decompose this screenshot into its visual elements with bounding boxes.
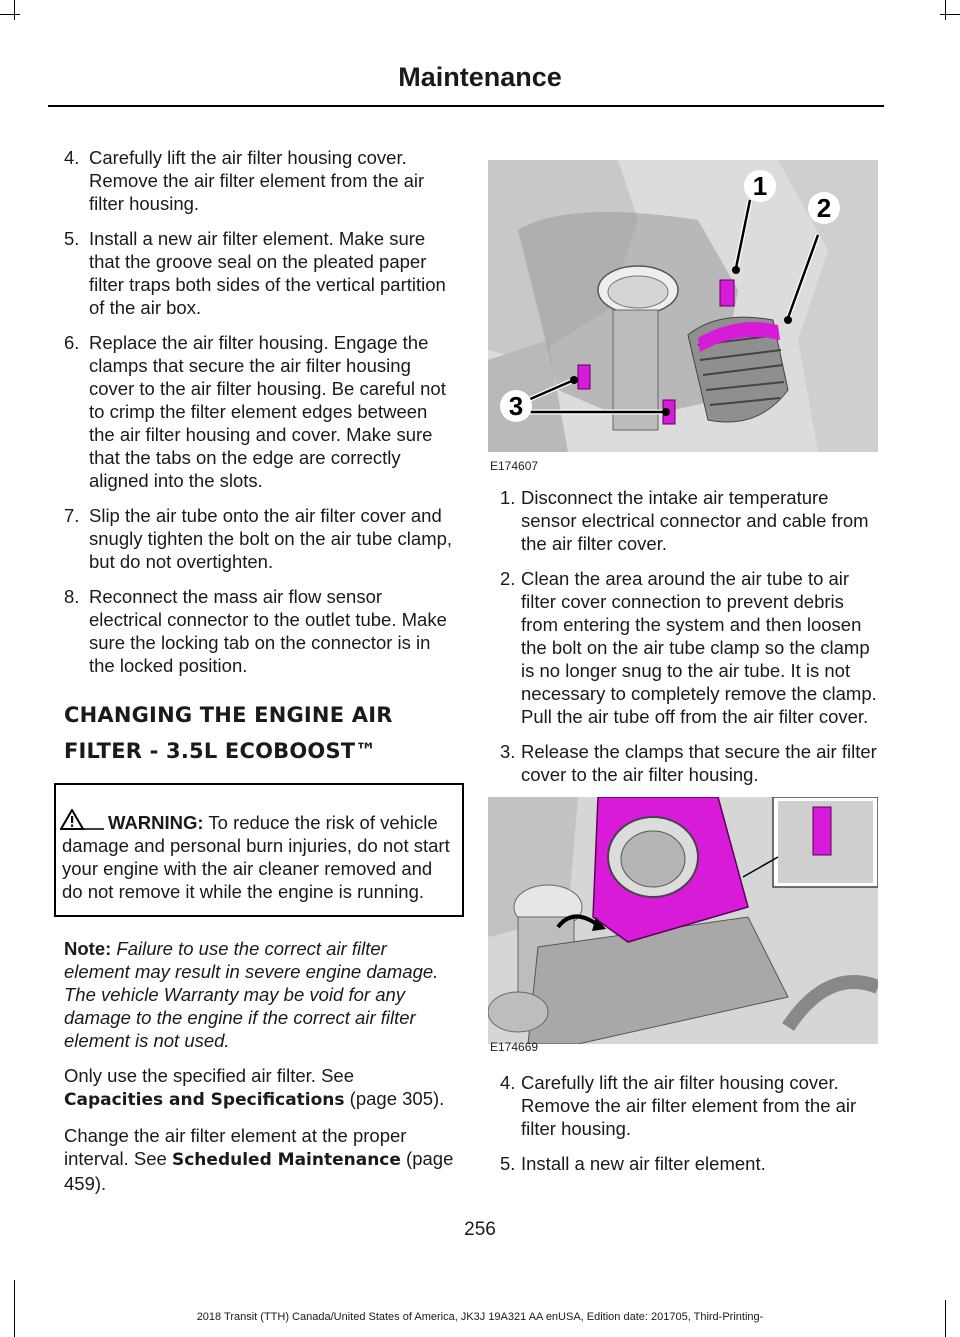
- warning-box: [54, 783, 464, 917]
- air-filter-cover-figure: [488, 797, 878, 1044]
- list-item: [500, 1152, 882, 1175]
- step-text: Replace the air filter housing. Engage the clamps that secure the air filter housing cover to the air filter housing. Be careful not to crimp the filter element edges between the air filter housing and cover. Make sure that the tabs on the edge are correctly aligned into the slots.: [89, 332, 446, 491]
- paragraph-text: (page 459).: [64, 1148, 454, 1194]
- callout-label: 3: [508, 391, 524, 421]
- figure-code: E174669: [490, 1040, 539, 1054]
- warning-text: To reduce the risk of vehicle damage and personal burn injuries, do not start your engine with the air cleaner removed and do not remove it while the engine is running.: [62, 812, 450, 902]
- header-rule: [48, 105, 884, 107]
- note: [64, 937, 454, 1052]
- step-number: 5.: [500, 1153, 516, 1174]
- callout-label: 1: [752, 171, 768, 201]
- right-column-bottom: [500, 1071, 882, 1187]
- crop-mark: [14, 0, 15, 20]
- step-text: Slip the air tube onto the air filter cover and snugly tighten the bolt on the air tube clamp, but do not overtighten.: [89, 505, 453, 572]
- engine-figure-callouts: [488, 160, 878, 452]
- step-text: Disconnect the intake air temperature sensor electrical connector and cable from the air filter cover.: [521, 487, 869, 554]
- list-item: [500, 740, 882, 786]
- steps-list-right-b: [500, 1071, 882, 1175]
- warning-label: WARNING:: [108, 812, 204, 833]
- step-text: Install a new air filter element. Make sure that the groove seal on the pleated paper filter traps both sides of the vertical partition of the air box.: [89, 228, 446, 318]
- paragraph: [64, 1064, 454, 1112]
- figure-code: E174607: [490, 459, 539, 473]
- list-item: [500, 567, 882, 728]
- paragraph: [64, 1124, 454, 1195]
- step-text: Reconnect the mass air flow sensor electrical connector to the outlet tube. Make sure the locking tab on the connector is in the locked position.: [89, 586, 447, 676]
- steps-list-right-a: [500, 486, 882, 786]
- list-item: [64, 331, 454, 492]
- step-number: 6.: [64, 332, 80, 353]
- step-text: Clean the area around the air tube to air filter cover connection to prevent debris from entering the system and then loosen the bolt on the air tube clamp so the clamp is no longer snug to the air tube. It is not necessary to completely remove the clamp. Pull the air tube off from the air filter cover.: [521, 568, 877, 727]
- page-title: Maintenance: [398, 62, 562, 92]
- list-item: [500, 486, 882, 555]
- step-number: 8.: [64, 586, 80, 607]
- crop-mark: [0, 14, 20, 15]
- crop-mark: [14, 1280, 15, 1337]
- warning-icon: [60, 809, 104, 831]
- step-number: 4.: [500, 1072, 516, 1093]
- engine-illustration: [488, 160, 878, 452]
- step-number: 4.: [64, 147, 80, 168]
- step-number: 3.: [500, 741, 516, 762]
- paragraph-text: (page 305).: [344, 1088, 445, 1109]
- left-column: [64, 146, 454, 1207]
- paragraph-text: Only use the specified air filter. See: [64, 1065, 354, 1086]
- paragraph-text: Change the air filter element at the proper interval. See: [64, 1125, 407, 1169]
- right-column-top: [500, 486, 882, 798]
- section-heading-line: FILTER - 3.5L ECOBOOST™: [64, 739, 377, 763]
- note-text: Failure to use the correct air filter element may result in severe engine damage. The vehicle Warranty may be void for any damage to the engine if the correct air filter element is not used.: [64, 938, 439, 1051]
- list-item: [64, 504, 454, 573]
- section-heading-line: CHANGING THE ENGINE AIR: [64, 703, 393, 727]
- list-item: [64, 585, 454, 677]
- crop-mark: [945, 0, 946, 20]
- step-text: Carefully lift the air filter housing cover. Remove the air filter element from the air filter housing.: [89, 147, 425, 214]
- step-number: 2.: [500, 568, 516, 589]
- section-heading: [64, 697, 454, 769]
- note-label: Note:: [64, 938, 112, 959]
- crop-mark: [940, 14, 960, 15]
- callout-label: 2: [816, 193, 832, 223]
- cross-reference-link[interactable]: Scheduled Maintenance: [171, 1150, 401, 1170]
- cross-reference-link[interactable]: Capacities and Specifications: [64, 1090, 345, 1110]
- step-number: 5.: [64, 228, 80, 249]
- air-filter-illustration: [488, 797, 878, 1044]
- footer-text: 2018 Transit (TTH) Canada/United States of America, JK3J 19A321 AA enUSA, Edition date: 201705, Third-Printing-: [196, 1311, 764, 1323]
- step-text: Install a new air filter element.: [521, 1153, 766, 1174]
- step-number: 1.: [500, 487, 516, 508]
- list-item: [64, 146, 454, 215]
- step-text: Carefully lift the air filter housing cover. Remove the air filter element from the air filter housing.: [521, 1072, 857, 1139]
- steps-list-left: [64, 146, 454, 677]
- list-item: [500, 1071, 882, 1140]
- step-number: 7.: [64, 505, 80, 526]
- list-item: [64, 227, 454, 319]
- step-text: Release the clamps that secure the air filter cover to the air filter housing.: [521, 741, 877, 785]
- page-number: 256: [464, 1219, 496, 1240]
